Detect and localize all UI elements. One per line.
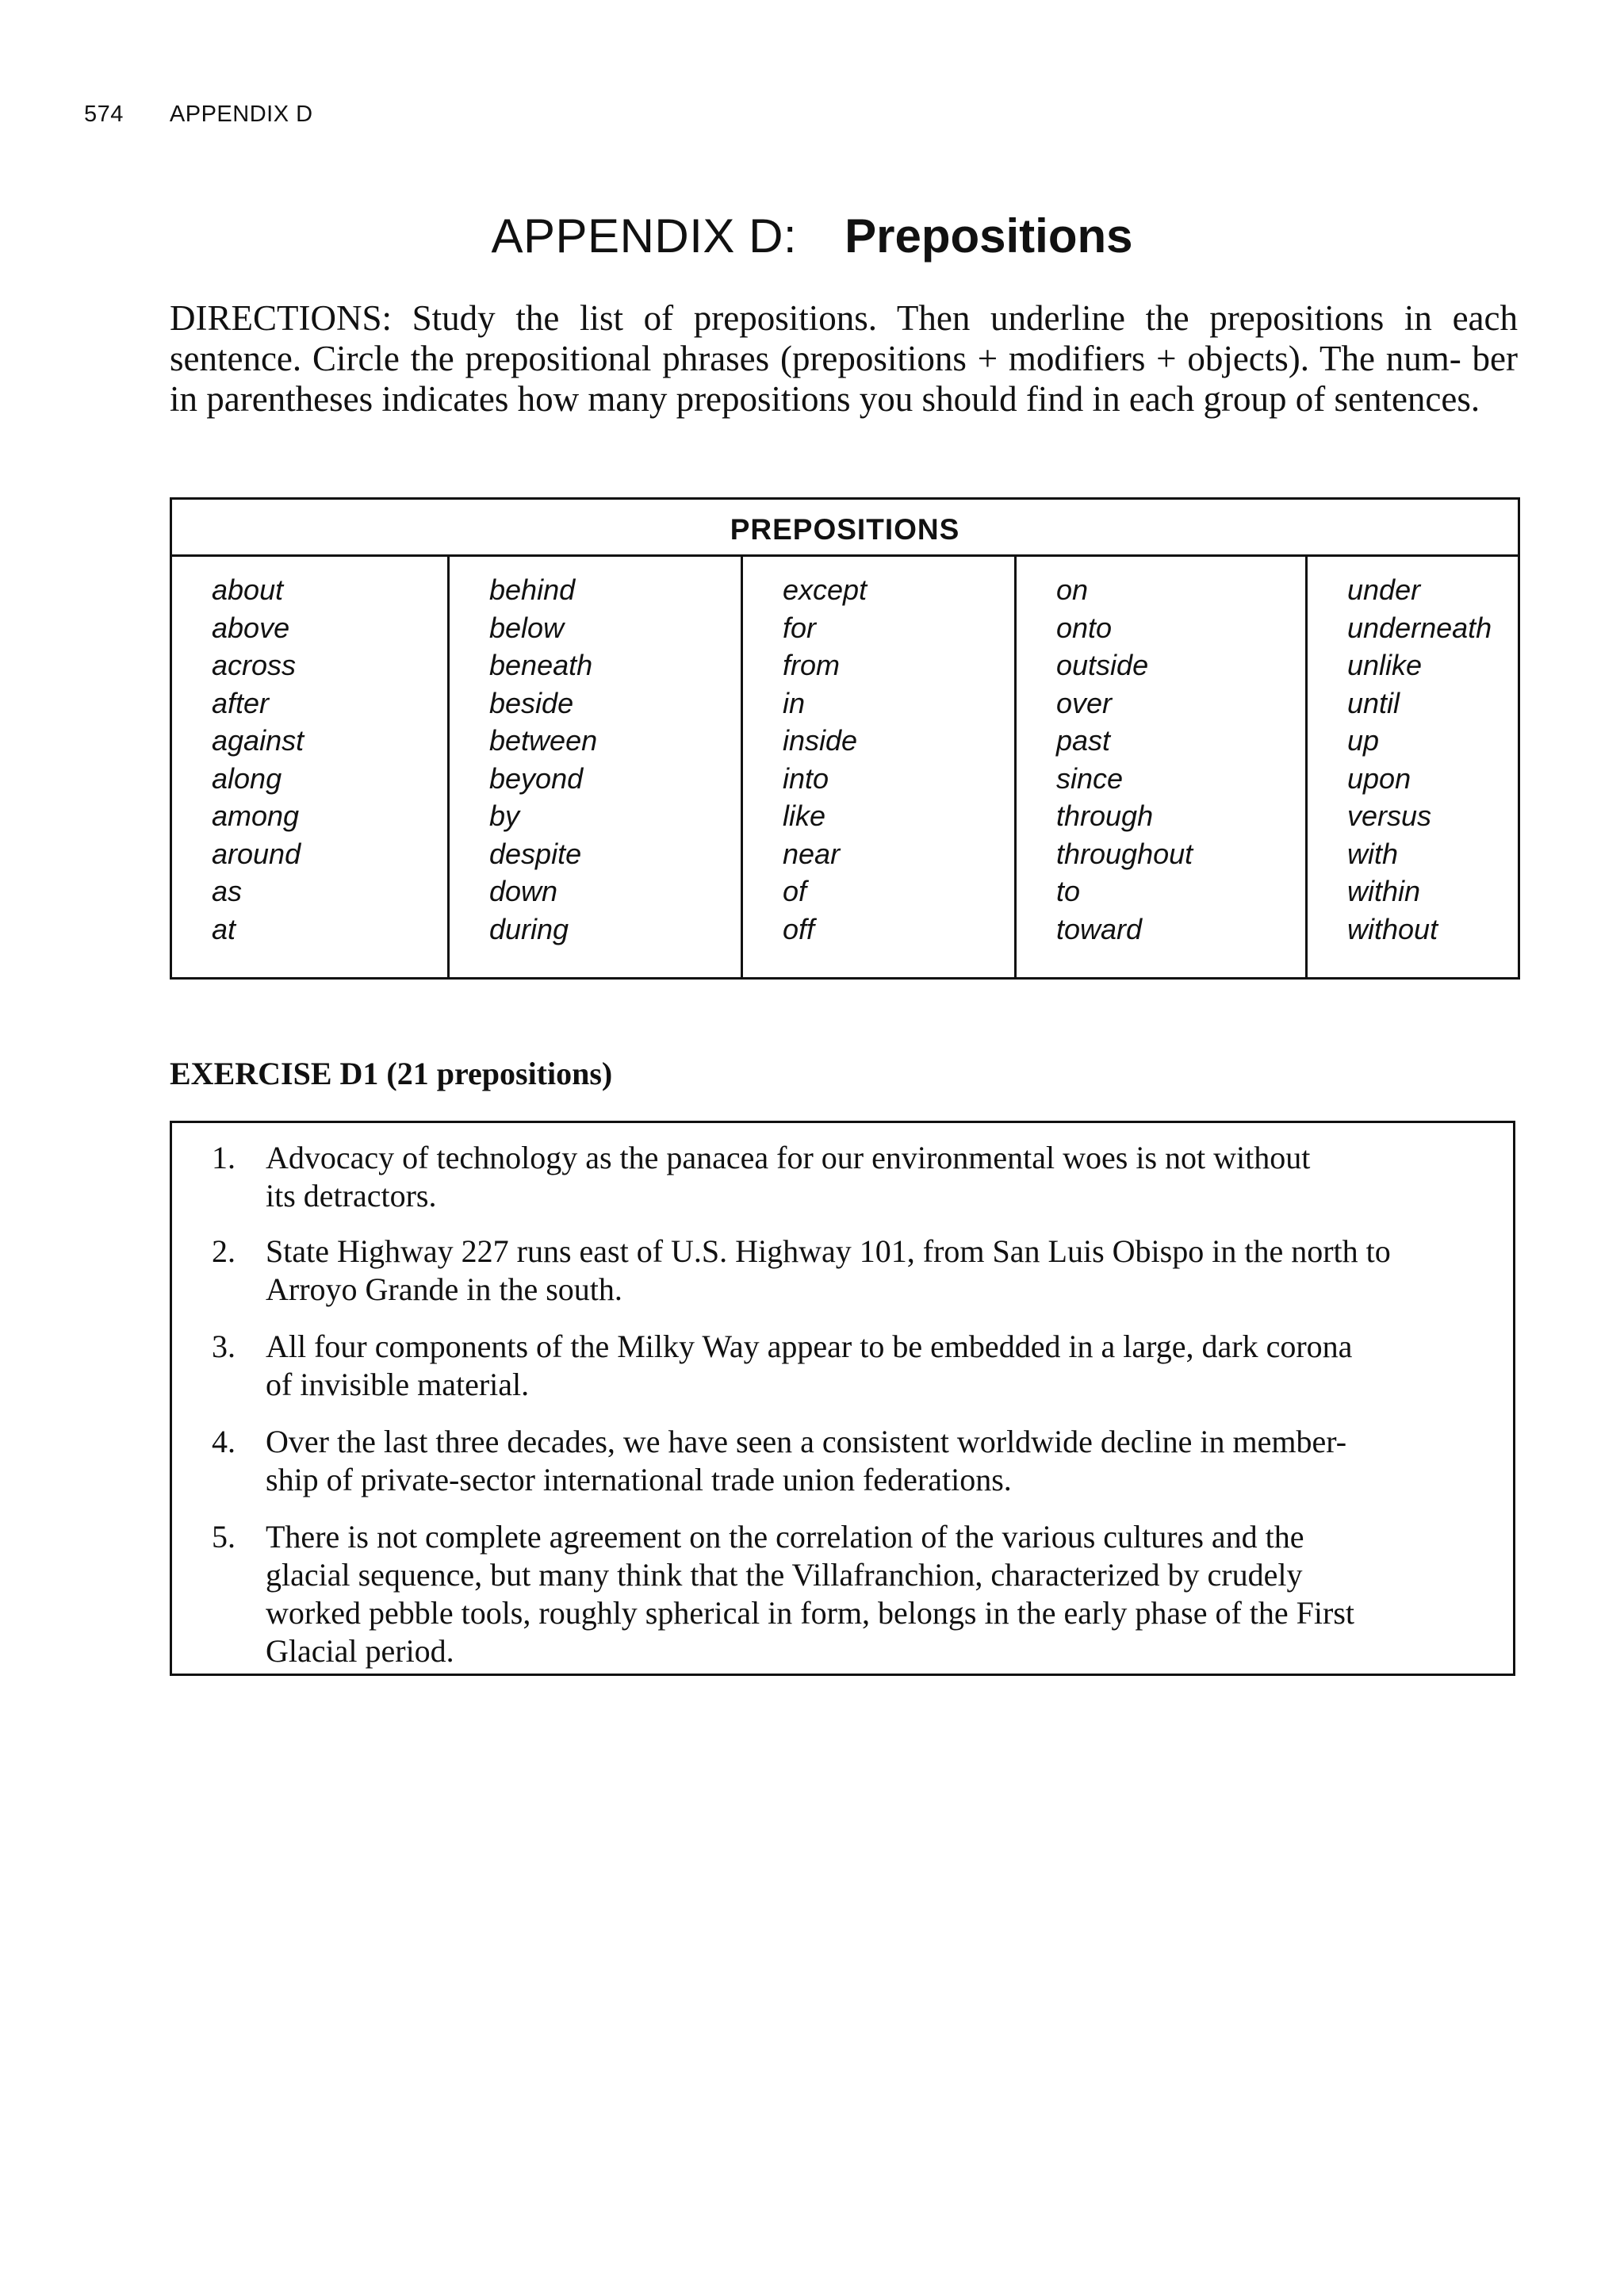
preposition-word: from [783,649,840,681]
exercise-item-number: 5. [212,1519,236,1555]
title-prefix: APPENDIX D: [491,209,798,263]
preposition-word: behind [489,573,576,606]
exercise-item-text [266,1233,1503,1309]
running-head [84,102,313,128]
prepositions-column [1017,557,1308,977]
preposition-word: underneath [1347,611,1492,644]
preposition-word: along [212,761,282,795]
exercise-line: glacial sequence, but many think that the Villafranchion, characterized by crudely [266,1557,1303,1593]
preposition-word: with [1347,837,1399,870]
preposition-word: across [212,649,297,681]
preposition-word: on [1056,573,1089,606]
preposition-word: beneath [489,649,593,681]
preposition-word: outside [1056,649,1149,681]
preposition-word: into [783,761,829,795]
exercise-line: There is not complete agreement on the correlation of the various cultures and the [266,1519,1304,1555]
title-main: Prepositions [845,209,1133,263]
exercise-line: Arroyo Grande in the south. [266,1271,622,1307]
preposition-word: among [212,799,300,832]
exercise-line: State Highway 227 runs east of U.S. Highway 101, from San Luis Obispo in the north to [266,1233,1391,1269]
preposition-word: onto [1056,611,1113,644]
exercise-item-text [266,1423,1503,1499]
preposition-word: above [212,611,290,644]
exercise-item-number: 2. [212,1233,236,1269]
preposition-word: through [1056,799,1154,832]
preposition-word: toward [1056,912,1143,945]
preposition-word: over [1056,686,1113,719]
exercise-line: ship of private-sector international trade union federations. [266,1462,1012,1497]
preposition-word: despite [489,837,582,870]
exercise-line: All four components of the Milky Way appear to be embedded in a large, dark corona [266,1329,1353,1364]
exercise-item-text [266,1328,1503,1404]
preposition-word: except [783,573,868,606]
preposition-word: in [783,686,806,719]
exercise-item-text [266,1518,1503,1670]
exercise-line: its detractors. [266,1178,437,1214]
preposition-word: within [1347,875,1421,907]
exercise-item-number: 4. [212,1424,236,1459]
preposition-word: for [783,611,817,644]
exercise-item-number: 3. [212,1329,236,1364]
preposition-word: off [783,912,815,945]
preposition-word: at [212,912,236,945]
exercise-line: of invisible material. [266,1367,530,1402]
prepositions-column [743,557,1017,977]
exercise-line: Over the last three decades, we have seen a consistent worldwide decline in member- [266,1424,1347,1459]
preposition-word: near [783,837,841,870]
prepositions-columns [172,557,1518,977]
prepositions-header: PREPOSITIONS [172,500,1518,557]
preposition-word: down [489,875,558,907]
preposition-word: like [783,799,826,832]
running-head-section: APPENDIX D [169,102,313,127]
preposition-word: around [212,837,301,870]
prepositions-column [1308,557,1518,977]
preposition-word: until [1347,686,1400,719]
preposition-word: beside [489,686,574,719]
preposition-word: by [489,799,520,832]
prepositions-table [170,497,1520,980]
preposition-word: between [489,724,598,757]
preposition-word: to [1056,875,1081,907]
preposition-word: throughout [1056,837,1193,870]
preposition-word: upon [1347,761,1411,795]
preposition-word: about [212,573,284,606]
preposition-word: under [1347,573,1421,606]
exercise-line: Advocacy of technology as the panacea for our environmental woes is not without [266,1140,1311,1175]
preposition-word: unlike [1347,649,1423,681]
page-number: 574 [84,102,124,127]
preposition-word: without [1347,912,1438,945]
preposition-word: versus [1347,799,1432,832]
exercise-title: EXERCISE D1 (21 prepositions) [170,1056,613,1091]
preposition-word: beyond [489,761,584,795]
preposition-word: past [1056,724,1111,757]
exercise-item-text [266,1139,1503,1215]
exercise-line: worked pebble tools, roughly spherical in form, belongs in the early phase of the First [266,1595,1355,1631]
exercise-line: Glacial period. [266,1633,454,1669]
preposition-word: of [783,875,807,907]
exercise-item-number: 1. [212,1140,236,1175]
prepositions-column [172,557,450,977]
preposition-word: up [1347,724,1380,757]
preposition-word: as [212,875,243,907]
preposition-word: during [489,912,569,945]
preposition-word: since [1056,761,1124,795]
preposition-word: after [212,686,270,719]
page-title [0,205,1624,268]
preposition-word: against [212,724,304,757]
preposition-word: inside [783,724,858,757]
directions-paragraph: DIRECTIONS: Study the list of prepositions. Then underline the prepositions in each sentence. Circle the prepositional phrases (prepositions + modifiers + objects). The num- ber in parentheses indicates how many prepositions you should find in each group of sentences. [170,298,1518,419]
prepositions-column [450,557,743,977]
exercise-box [170,1121,1515,1676]
preposition-word: below [489,611,565,644]
